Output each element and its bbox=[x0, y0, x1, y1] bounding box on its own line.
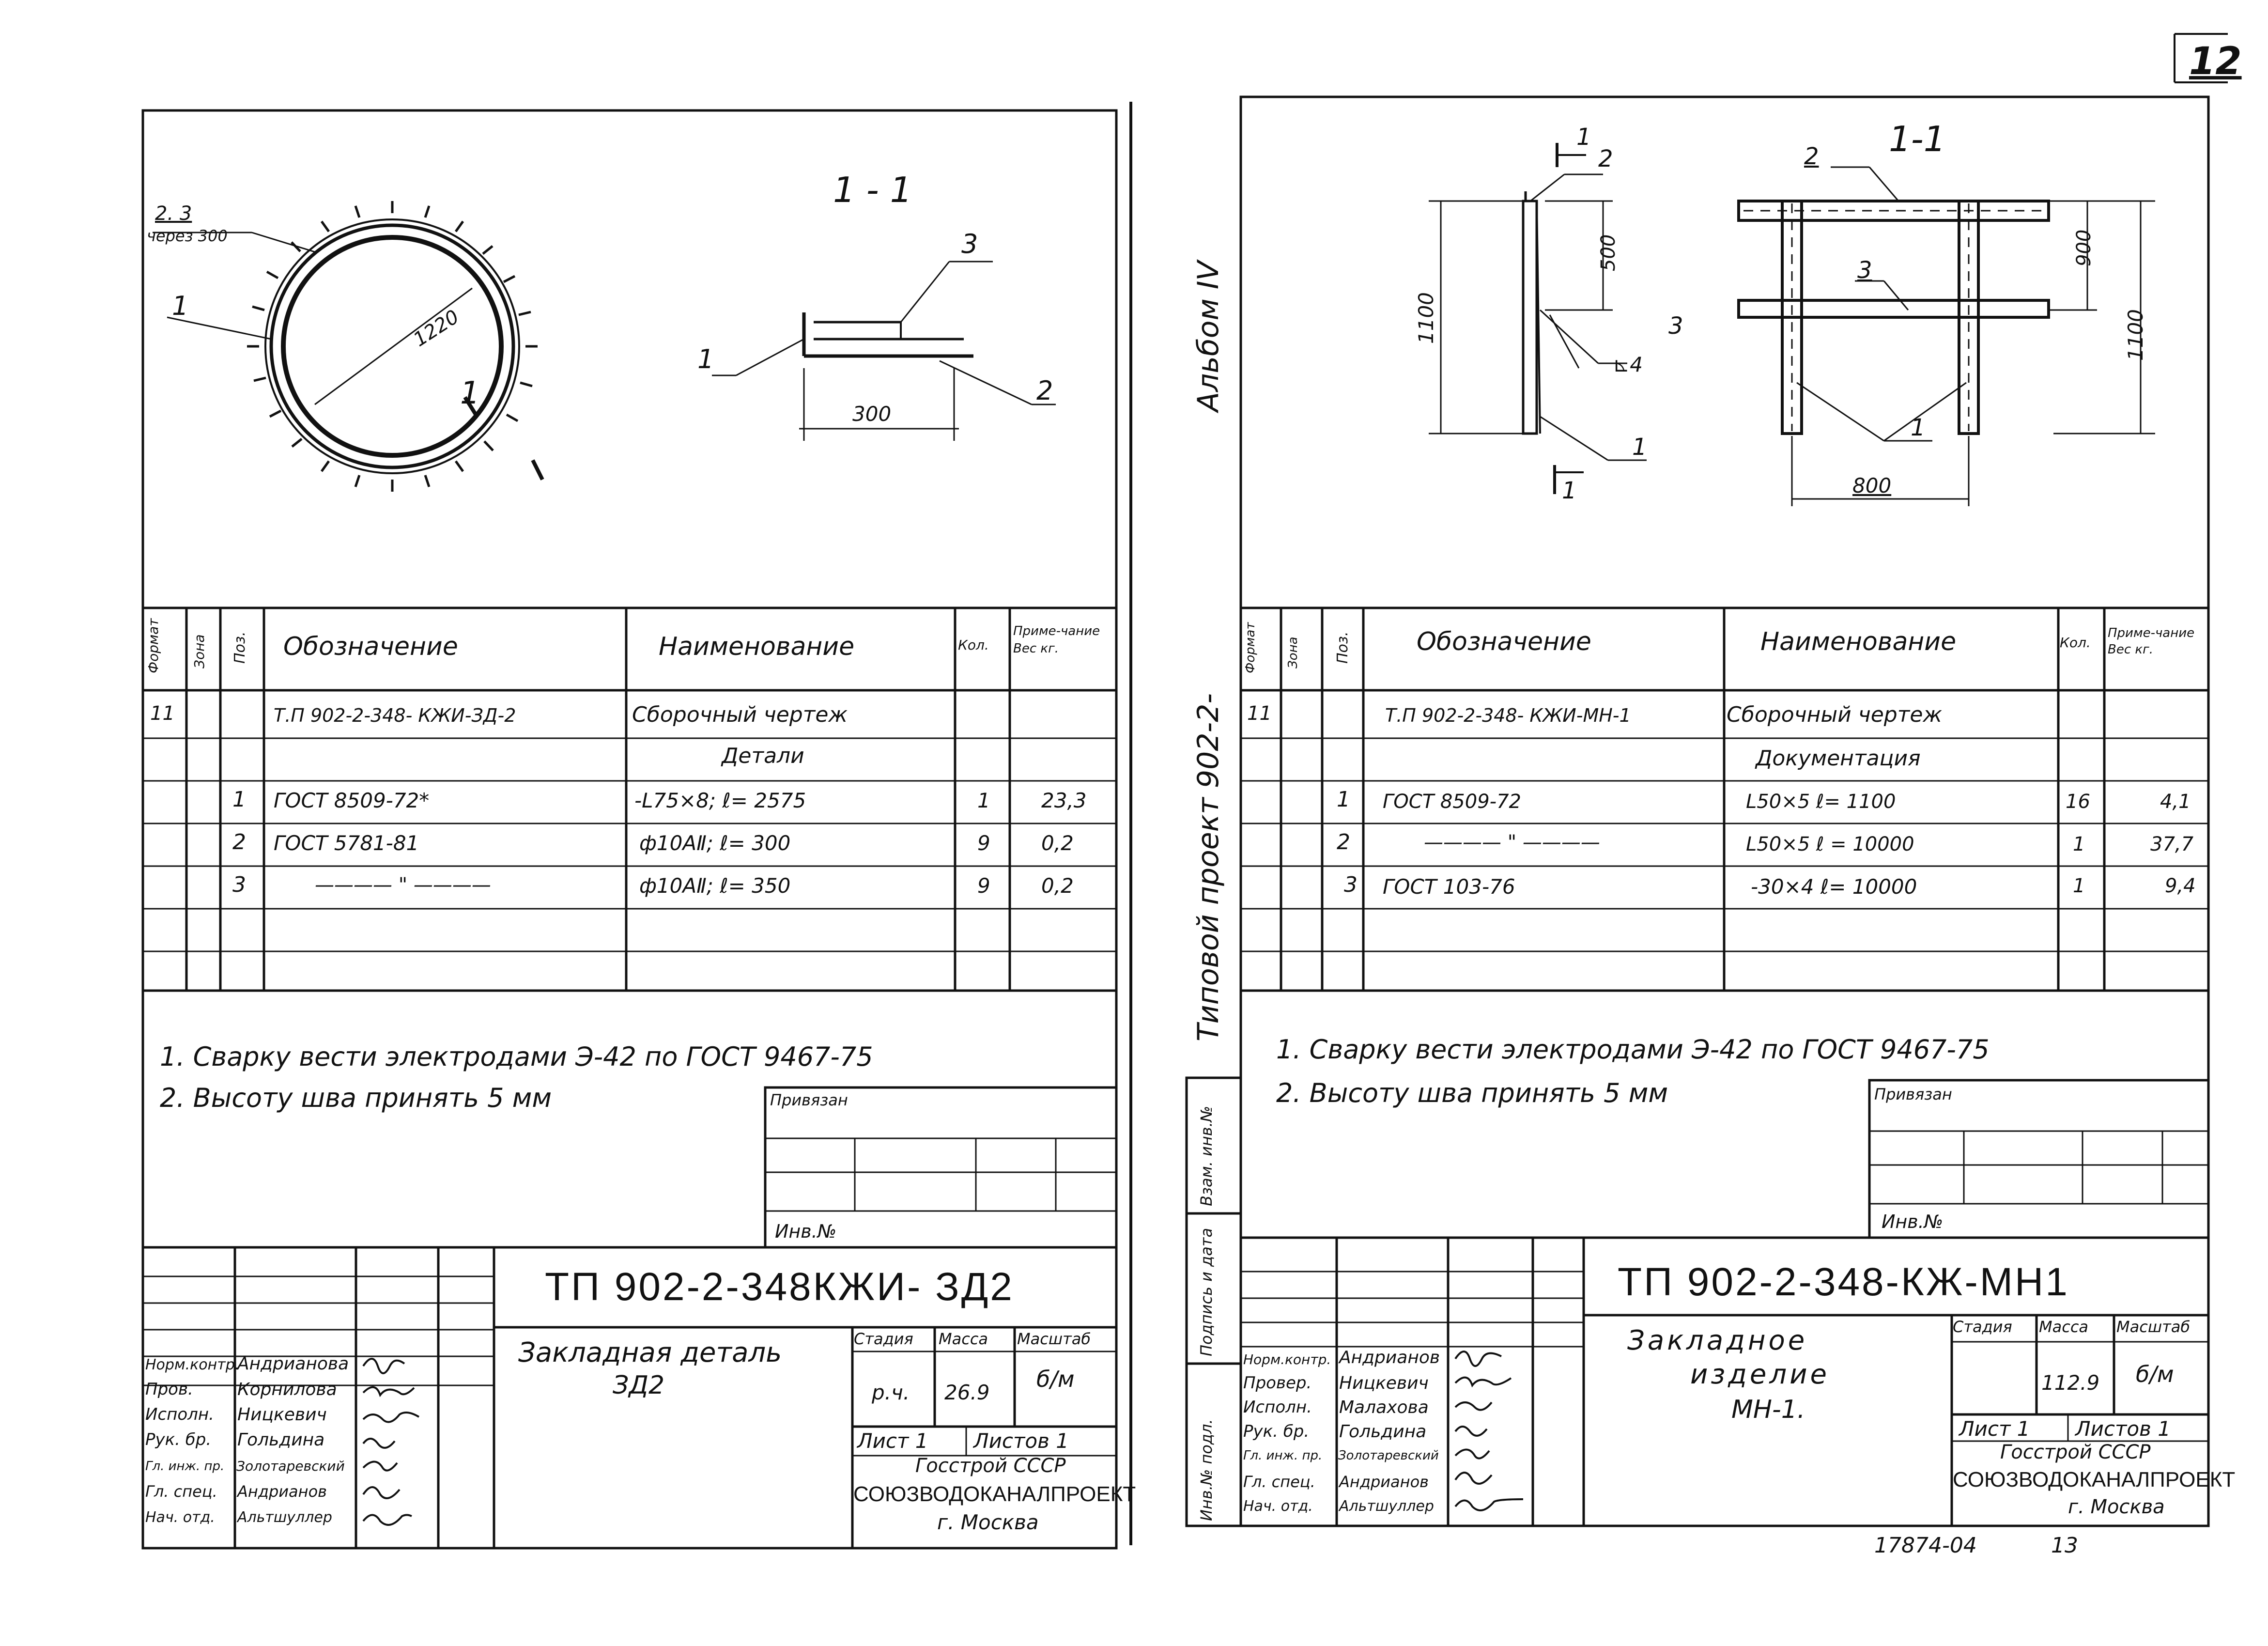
album-label: Альбом IV bbox=[1191, 261, 1225, 412]
mass-value: 112.9 bbox=[2041, 1371, 2100, 1395]
width-dimension-800: 800 bbox=[1852, 474, 1892, 497]
height-dimension-900: 900 bbox=[2073, 229, 2095, 266]
section-marker-1: 1 bbox=[1562, 477, 1577, 504]
staff-name: Малахова bbox=[1339, 1398, 1429, 1417]
stamp-cell-signature: Подпись и дата bbox=[1197, 1227, 1216, 1356]
height-dimension-1100: 1100 bbox=[1414, 292, 1438, 344]
staff-role: Рук. бр. bbox=[1243, 1422, 1310, 1441]
staff-name: Ницкевич bbox=[1339, 1373, 1429, 1393]
cell-designation: ———— " ———— bbox=[1424, 831, 1600, 854]
stage-header: Стадия bbox=[854, 1330, 913, 1348]
staff-name: Гольдина bbox=[237, 1430, 325, 1450]
inv-label: Инв.№ bbox=[775, 1221, 837, 1242]
position-label-1: 1 bbox=[172, 291, 189, 321]
th-note: Приме-чание Вес кг. bbox=[1013, 624, 1100, 656]
staff-role: Провер. bbox=[1243, 1373, 1312, 1393]
cell-section-title: Детали bbox=[722, 744, 804, 768]
item-title-line2: изделие bbox=[1690, 1359, 1830, 1390]
staff-role: Норм.контр. bbox=[145, 1356, 240, 1373]
note-1: 1. Сварку вести электродами Э-42 по ГОСТ 9467-75 bbox=[160, 1041, 873, 1072]
cell-designation: ГОСТ 103-76 bbox=[1383, 875, 1515, 899]
staff-role: Гл. инж. пр. bbox=[145, 1459, 225, 1474]
position-label-1-elev: 1 bbox=[1632, 434, 1647, 461]
position-label-2-sec: 2 bbox=[1804, 143, 1819, 170]
org-city: г. Москва bbox=[937, 1510, 1039, 1534]
cell-weight: 9,4 bbox=[2165, 875, 2196, 897]
staff-role: Исполн. bbox=[145, 1405, 214, 1424]
cell-qty: 9 bbox=[977, 874, 990, 898]
note-2: 2. Высоту шва принять 5 мм bbox=[1276, 1078, 1668, 1108]
callout-bar-spacing: через 300 bbox=[147, 227, 228, 245]
section-title: 1-1 bbox=[1889, 119, 1946, 159]
cell-designation: ГОСТ 5781-81 bbox=[274, 831, 419, 855]
sheets-total: Листов 1 bbox=[2075, 1417, 2171, 1441]
stamp-cell-inventory: Инв.№ подл. bbox=[1197, 1419, 1216, 1521]
scale-value: б/м bbox=[2136, 1361, 2174, 1387]
staff-role: Норм.контр. bbox=[1243, 1351, 1331, 1367]
position-label-2: 2 bbox=[1036, 375, 1053, 406]
staff-name: Гольдина bbox=[1339, 1422, 1427, 1442]
staff-role: Гл. спец. bbox=[145, 1482, 217, 1501]
cell-name: Сборочный чертеж bbox=[632, 702, 848, 727]
staff-role: Нач. отд. bbox=[1243, 1498, 1313, 1515]
th-zone: Зона bbox=[191, 634, 207, 668]
privyazan-label: Привязан bbox=[770, 1091, 848, 1109]
cell-name: ф10АⅡ; ℓ= 350 bbox=[639, 874, 791, 898]
th-format: Формат bbox=[145, 618, 161, 673]
position-label-3: 3 bbox=[1668, 312, 1683, 340]
page-number: 12 bbox=[2189, 40, 2242, 83]
staff-name: Андрианов bbox=[237, 1482, 327, 1501]
cell-format: 11 bbox=[1247, 702, 1272, 725]
project-label: Типовой проект 902-2- bbox=[1191, 693, 1225, 1041]
th-designation: Обозначение bbox=[1417, 627, 1591, 656]
sheet-number: Лист 1 bbox=[857, 1429, 928, 1453]
org-ministry: Госстрой СССР bbox=[2000, 1441, 2151, 1463]
cell-name: Сборочный чертеж bbox=[1727, 702, 1943, 727]
mass-header: Масса bbox=[2039, 1318, 2089, 1336]
section-title: 1 - 1 bbox=[833, 170, 912, 210]
staff-role: Гл. инж. пр. bbox=[1243, 1448, 1323, 1463]
note-2: 2. Высоту шва принять 5 мм bbox=[160, 1083, 552, 1113]
staff-name: Андрианова bbox=[237, 1354, 349, 1374]
stage-header: Стадия bbox=[1953, 1318, 2012, 1336]
staff-role: Нач. отд. bbox=[145, 1509, 215, 1526]
cell-pos: 3 bbox=[1344, 872, 1358, 897]
staff-role: Рук. бр. bbox=[145, 1430, 212, 1449]
th-zone: Зона bbox=[1286, 637, 1300, 668]
cell-qty: 1 bbox=[977, 789, 990, 812]
cell-designation: ———— " ———— bbox=[315, 874, 491, 896]
scale-value: б/м bbox=[1036, 1366, 1075, 1392]
sheets-total: Листов 1 bbox=[973, 1429, 1069, 1453]
position-label-3-sec: 3 bbox=[1857, 257, 1872, 284]
cell-format: 11 bbox=[150, 702, 175, 725]
note-1: 1. Сварку вести электродами Э-42 по ГОСТ 9467-75 bbox=[1276, 1034, 1990, 1065]
cell-name: -L75×8; ℓ= 2575 bbox=[634, 789, 806, 812]
position-label-2: 2 bbox=[1598, 145, 1613, 172]
mass-value: 26.9 bbox=[944, 1381, 990, 1404]
cell-designation: Т.П 902-2-348- КЖИ-МН-1 bbox=[1385, 705, 1631, 726]
cell-section-title: Документация bbox=[1756, 746, 1921, 771]
diameter-dimension: 1220 bbox=[409, 305, 463, 352]
cell-weight: 0,2 bbox=[1041, 831, 1074, 855]
item-code: ЗД2 bbox=[613, 1371, 665, 1400]
stamp-cell-replace: Взам. инв.№ bbox=[1197, 1105, 1216, 1206]
item-code: МН-1. bbox=[1731, 1395, 1805, 1424]
drawing-code: ТП 902-2-348-КЖ-МН1 bbox=[1618, 1260, 2069, 1304]
th-designation: Обозначение bbox=[283, 632, 458, 661]
cell-name: L50×5 ℓ = 10000 bbox=[1746, 833, 1914, 855]
staff-name: Ницкевич bbox=[237, 1405, 327, 1425]
staff-role: Исполн. bbox=[1243, 1398, 1312, 1417]
position-label-3: 3 bbox=[961, 229, 978, 259]
position-label-1-sec: 1 bbox=[1911, 414, 1926, 441]
scale-header: Масштаб bbox=[1017, 1330, 1091, 1348]
th-pos: Поз. bbox=[1334, 631, 1351, 664]
cell-pos: 1 bbox=[1337, 787, 1350, 812]
cell-qty: 9 bbox=[977, 831, 990, 855]
cell-qty: 16 bbox=[2066, 791, 2090, 813]
cell-name: ф10АⅡ; ℓ= 300 bbox=[639, 831, 791, 855]
th-format: Формат bbox=[1243, 622, 1258, 673]
org-city: г. Москва bbox=[2068, 1496, 2165, 1518]
cell-pos: 3 bbox=[232, 872, 246, 897]
th-qty: Кол. bbox=[2060, 635, 2091, 651]
cell-name: -30×4 ℓ= 10000 bbox=[1751, 875, 1917, 899]
cell-designation: ГОСТ 8509-72 bbox=[1383, 791, 1521, 813]
cell-pos: 2 bbox=[232, 830, 246, 854]
weld-mark-value: 4 bbox=[1630, 353, 1643, 376]
cell-weight: 37,7 bbox=[2150, 833, 2194, 855]
section-marker-1: 1 bbox=[460, 375, 480, 411]
cell-name: L50×5 ℓ= 1100 bbox=[1746, 791, 1896, 813]
th-qty: Кол. bbox=[958, 637, 989, 653]
org-ministry: Госстрой СССР bbox=[915, 1455, 1066, 1477]
staff-name: Андрианов bbox=[1339, 1348, 1440, 1367]
item-title-line1: Закладное bbox=[1627, 1325, 1808, 1356]
footer-page: 13 bbox=[2051, 1533, 2078, 1558]
cell-weight: 23,3 bbox=[1041, 789, 1087, 812]
staff-name: Альтшуллер bbox=[237, 1509, 332, 1526]
weld-mark: ⊾4 bbox=[1613, 353, 1643, 376]
cell-pos: 1 bbox=[232, 787, 246, 812]
stage-value: р.ч. bbox=[872, 1381, 910, 1404]
position-label-1: 1 bbox=[1576, 124, 1591, 151]
cell-qty: 1 bbox=[2073, 833, 2085, 855]
scale-header: Масштаб bbox=[2116, 1318, 2191, 1336]
footer-code: 17874-04 bbox=[1874, 1533, 1977, 1558]
privyazan-label: Привязан bbox=[1874, 1085, 1952, 1103]
staff-name: Андрианов bbox=[1339, 1473, 1429, 1491]
length-dimension-300: 300 bbox=[852, 402, 892, 426]
height-dimension-1100-sec: 1100 bbox=[2124, 309, 2147, 361]
cell-weight: 0,2 bbox=[1041, 874, 1074, 898]
cell-designation: Т.П 902-2-348- КЖИ-ЗД-2 bbox=[274, 705, 516, 726]
drawing-code: ТП 902-2-348КЖИ- ЗД2 bbox=[545, 1265, 1014, 1309]
th-name: Наименование bbox=[1760, 627, 1957, 656]
th-pos: Поз. bbox=[231, 631, 248, 664]
signatures-left bbox=[358, 1347, 436, 1540]
sheet-number: Лист 1 bbox=[1959, 1417, 2030, 1441]
staff-name: Альтшуллер bbox=[1339, 1498, 1434, 1515]
staff-name: Золотаревский bbox=[1338, 1448, 1439, 1463]
staff-name: Золотаревский bbox=[236, 1458, 345, 1474]
cell-qty: 1 bbox=[2073, 875, 2085, 897]
inv-label: Инв.№ bbox=[1882, 1211, 1944, 1232]
item-title: Закладная деталь bbox=[518, 1337, 782, 1368]
height-dimension-500: 500 bbox=[1597, 234, 1620, 271]
cell-pos: 2 bbox=[1337, 830, 1350, 854]
signatures-right bbox=[1450, 1339, 1530, 1526]
position-label-1b: 1 bbox=[697, 344, 714, 374]
org-institute: СОЮЗВОДОКАНАЛПРОЕКТ bbox=[853, 1482, 1136, 1506]
org-institute: СОЮЗВОДОКАНАЛПРОЕКТ bbox=[1953, 1468, 2236, 1491]
staff-name: Корнилова bbox=[237, 1380, 337, 1399]
th-note: Приме-чание Вес кг. bbox=[2108, 626, 2195, 657]
cell-designation: ГОСТ 8509-72* bbox=[274, 789, 430, 812]
th-name: Наименование bbox=[659, 632, 855, 661]
callout-positions-23: 2. 3 bbox=[155, 202, 192, 225]
mass-header: Масса bbox=[939, 1330, 988, 1348]
staff-role: Пров. bbox=[145, 1380, 193, 1399]
cell-weight: 4,1 bbox=[2160, 791, 2191, 813]
staff-role: Гл. спец. bbox=[1243, 1473, 1315, 1491]
